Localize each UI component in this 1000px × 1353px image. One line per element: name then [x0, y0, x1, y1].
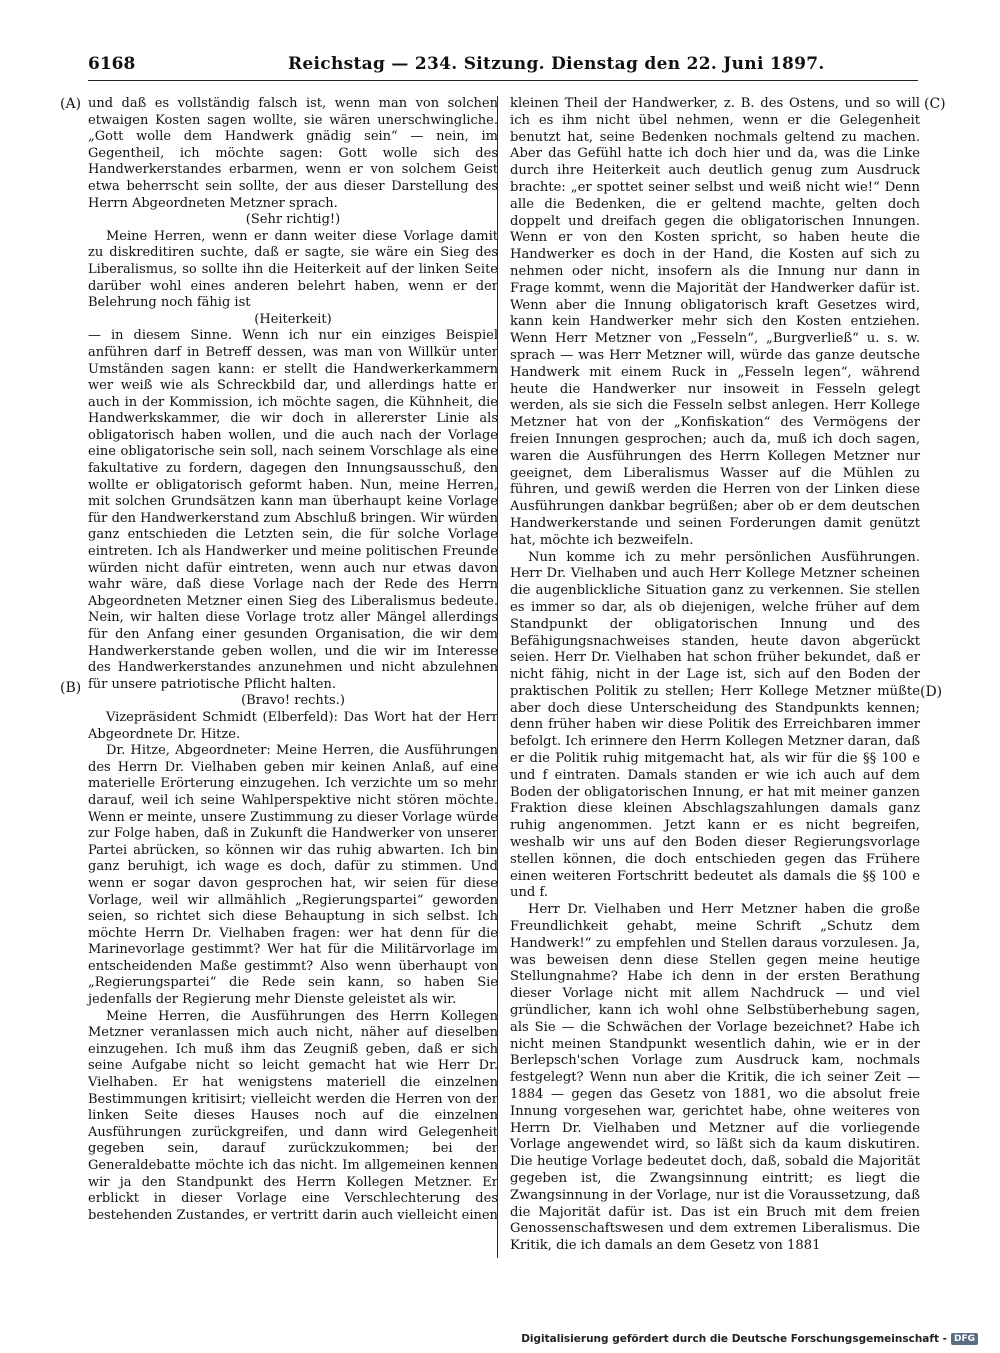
- paragraph: Nun komme ich zu mehr persönlichen Ausführungen. Herr Dr. Vielhaben und auch Herr Kollege Metzner scheinen die augenblickliche Situation ganz zu verkennen. Sie stellen es immer so dar, als ob diejenigen, welche früher auf dem Standpunkt der obligatorischen Innung und des Befähigungsnachweises standen, heute davon abgerückt seien. Herr Dr. Vielhaben hat schon früher bekundet, daß er nicht fähig, nicht in der Lage ist, sich auf den Boden der praktischen Politik zu stellen; Herr Kollege Metzner müßte aber doch diese Unterscheidung des Standpunkts kennen; denn früher haben wir diese Politik des Erreichbaren immer befolgt. Ich erinnere den Herrn Kollegen Metzner daran, daß er die Politik ruhig mitgemacht hat, als wir für die §§ 100 e und f eintraten. Damals standen er wie ich auch auf dem Boden der obligatorischen Innung, er hat mit meiner ganzen Fraktion diese kleinen Abschlagszahlungen damals ganz ruhig angenommen. Jetzt kann er es nicht begreifen, weshalb wir uns auf den Boden dieser Regierungsvorlage stellen können, die doch entschieden gegen das Frühere einen weiteren Fortschritt bedeutet als damals die §§ 100 e und f.: [510, 549, 920, 901]
- paragraph: Meine Herren, wenn er dann weiter diese Vorlage damit zu diskreditiren suchte, daß er sagte, sie wäre ein Sieg des Liberalismus, so sollte ihn die Heiterkeit auf der linken Seite darüber wohl eines anderen belehrt haben, wenn er der Belehrung noch fähig ist: [88, 228, 498, 311]
- paragraph: Meine Herren, die Ausführungen des Herrn Kollegen Metzner veranlassen mich auch nicht, näher auf dieselben einzugehen. Ich muß ihm das Zeugniß geben, daß er sich seine Aufgabe nicht so leicht gemacht hat wie Herr Dr. Vielhaben. Er hat wenigstens materiell die einzelnen Bestimmungen kritisirt; vielleicht werden die Herren von der linken Seite dieses Hauses noch auf die einzelnen Ausführungen zurückgreifen, und dann wird Gelegenheit gegeben sein, darauf zurückzukommen; bei der Generaldebatte möchte ich das nicht. Im allgemeinen kennen wir ja den Standpunkt des Herrn Kollegen Metzner. Er erblickt in dieser Vorlage eine Verschlechterung des bestehenden Zustandes, er vertritt darin auch vielleicht einen: [88, 1008, 498, 1223]
- margin-letter-c: (C): [924, 96, 946, 112]
- page-header: [88, 54, 918, 78]
- interjection: (Heiterkeit): [254, 311, 332, 327]
- header-rule: [88, 80, 918, 81]
- margin-letter-d: (D): [920, 684, 943, 700]
- paragraph: Dr. Hitze, Abgeordneter: Meine Herren, die Ausführungen des Herrn Dr. Vielhaben geben mir keinen Anlaß, auf eine materielle Erörterung einzugehen. Ich verzichte um so mehr darauf, weil ich seine Wahlperspektive nicht stören möchte. Wenn er meinte, unsere Zustimmung zu dieser Vorlage würde zur Folge haben, daß in Zukunft die Handwerker von unserer Partei abrücken, so können wir das ruhig abwarten. Ich bin ganz beruhigt, ich wage es doch, dafür zu stimmen. Und wenn er sogar davon gesprochen hat, wir seien für diese Vorlage, weil wir allmählich „Regierungspartei“ geworden seien, so richtet sich diese Behauptung in sich selbst. Ich möchte Herrn Dr. Vielhaben fragen: wer hat denn für die Marinevorlage gestimmt? Wer hat für die Militärvorlage im entscheidenden Maße gestimmt? Also wenn überhaupt von „Regierungspartei“ die Rede sein kann, so haben Sie jedenfalls der Regierung mehr Dienste geleistet als wir.: [88, 743, 498, 1008]
- paragraph: Herr Dr. Vielhaben und Herr Metzner haben die große Freundlichkeit gehabt, meine Schrift „Schutz dem Handwerk!“ zu empfehlen und Stellen daraus vorzulesen. Ja, was beweisen denn diese Stellen gegen meine heutige Stellungnahme? Habe ich denn in der ersten Berathung dieser Vorlage nicht mit allem Nachdruck — und viel gründlicher, kann ich wohl ohne Selbstüberhebung sagen, als Sie — die Schwächen der Vorlage bezeichnet? Habe ich nicht meinen Standpunkt wesentlich dahin, wie er in der Berlepsch'schen Vorlage zum Ausdruck kam, nochmals festgelegt? Wenn nun aber die Kritik, die ich seiner Zeit — 1884 — gegen das Gesetz von 1881, wo die absolut freie Innung vorgesehen war, gerichtet habe, ohne weiteres von Herrn Dr. Vielhaben und Metzner auf die vorliegende Vorlage angewendet wird, so läßt sich da kaum diskutiren. Die heutige Vorlage bedeutet doch, daß, sobald die Majorität gegeben ist, die Zwangsinnung eintritt; es liegt die Zwangsinnung in der Vorlage, nur ist die Voraussetzung, daß die Majorität dafür ist. Das ist ein Bruch mit dem freien Genossenschaftswesen und dem extremen Liberalismus. Die Kritik, die ich damals an dem Gesetz von 1881: [510, 902, 920, 1254]
- footer-text: Digitalisierung gefördert durch die Deutsche Forschungsgemeinschaft -: [521, 1333, 947, 1345]
- dfg-logo: DFG: [951, 1333, 978, 1345]
- running-head: Reichstag — 234. Sitzung. Dienstag den 22. Juni 1897.: [288, 54, 825, 74]
- column-rule: [497, 96, 498, 1258]
- page-footer: [521, 1333, 978, 1345]
- page-number: 6168: [88, 54, 136, 74]
- interjection: (Sehr richtig!): [245, 212, 341, 228]
- paragraph: — in diesem Sinne. Wenn ich nur ein einziges Beispiel anführen darf in Betreff dessen, was man von Willkür unter Umständen sagen kann: er stellt die Handwerkerkammern wer weiß wie als Schreckbild dar, und allerdings hatte er auch in der Kommission, ich möchte sagen, die Kühnheit, die Handwerkskammer, die wir doch in allererster Linie als obligatorisch haben wollen, und die auch nach der Vorlage eine obligatorische sein soll, nach seinem Vorschlage als eine fakultative zu fordern, dagegen den Innungsausschuß, den wollte er obligatorisch geformt haben. Nun, meine Herren, mit solchen Grundsätzen kann man überhaupt keine Vorlage für den Handwerkerstand zum Abschluß bringen. Wir würden ganz entschieden die Letzten sein, die für solche Vorlage eintreten. Ich als Handwerker und meine politischen Freunde würden nicht dafür eintreten, wenn auch nur etwas davon wahr wäre, daß diese Vorlage nach der Rede des Herrn Abgeordneten Metzner einen Sieg des Liberalismus bedeute. Nein, wir halten diese Vorlage trotz aller Mängel allerdings für den Anfang einer gesunden Organisation, die wir dem Handwerkerstande geben wollen, und die wir im Interesse des Handwerkerstandes anzunehmen und nicht abzulehnen für unsere patriotische Pflicht halten.: [88, 328, 498, 692]
- margin-letter-a: (A): [60, 96, 82, 112]
- right-column: [510, 96, 920, 1255]
- interjection: (Bravo! rechts.): [241, 693, 345, 709]
- margin-letter-b: (B): [60, 680, 82, 696]
- paragraph: kleinen Theil der Handwerker, z. B. des Ostens, und so will ich es ihm nicht übel nehmen, wenn er die Gelegenheit benutzt hat, seine Bedenken nochmals geltend zu machen. Aber das Gefühl hatte ich doch hier und da, was die Linke durch ihre Heiterkeit auch deutlich genug zum Ausdruck brachte: „er spottet seiner selbst und weiß nicht wie!“ Denn alle die Bedenken, die er geltend machte, gelten doch doppelt und dreifach gegen die obligatorischen Innungen. Wenn er von den Kosten spricht, so haben heute die Handwerker es doch in der Hand, die Kosten auf sich zu nehmen oder nicht, insofern als die Innung nur dann in Frage kommt, wenn die Majorität der Handwerker dafür ist. Wenn aber die Innung obligatorisch kraft Gesetzes wird, kann kein Handwerker mehr sich den Kosten entziehen. Wenn Herr Metzner von „Fesseln“, „Burgverließ“ u. s. w. sprach — was Herr Metzner will, würde das ganze deutsche Handwerk mit einem Ruck in „Fesseln legen“, während heute die Handwerker nur insoweit in Fesseln gelegt werden, als sie sich die Fesseln selbst anlegen. Herr Kollege Metzner hat von der „Konfiskation“ des Vermögens der freien Innungen gesprochen; auch da, muß ich doch sagen, waren die Ausführungen des Herrn Kollegen Metzner nur geeignet, dem Liberalismus Wasser auf die Mühlen zu führen, und gewiß werden die Herren von der Linken diese Ausführungen dankbar begrüßen; aber ob er dem deutschen Handwerkerstande und seinen Forderungen damit genützt hat, möchte ich bezweifeln.: [510, 96, 920, 548]
- left-column: [88, 96, 498, 1224]
- paragraph: und daß es vollständig falsch ist, wenn man von solchen etwaigen Kosten sagen wollte, sie wären unerschwingliche. „Gott wolle dem Handwerk gnädig sein“ — nein, im Gegentheil, ich möchte sagen: Gott wolle sich des Handwerkerstandes erbarmen, wenn er von solchem Geist etwa beherrscht sein sollte, der aus dieser Darstellung des Herrn Abgeordneten Metzner sprach.: [88, 96, 498, 211]
- paragraph: Vizepräsident Schmidt (Elberfeld): Das Wort hat der Herr Abgeordnete Dr. Hitze.: [88, 709, 498, 742]
